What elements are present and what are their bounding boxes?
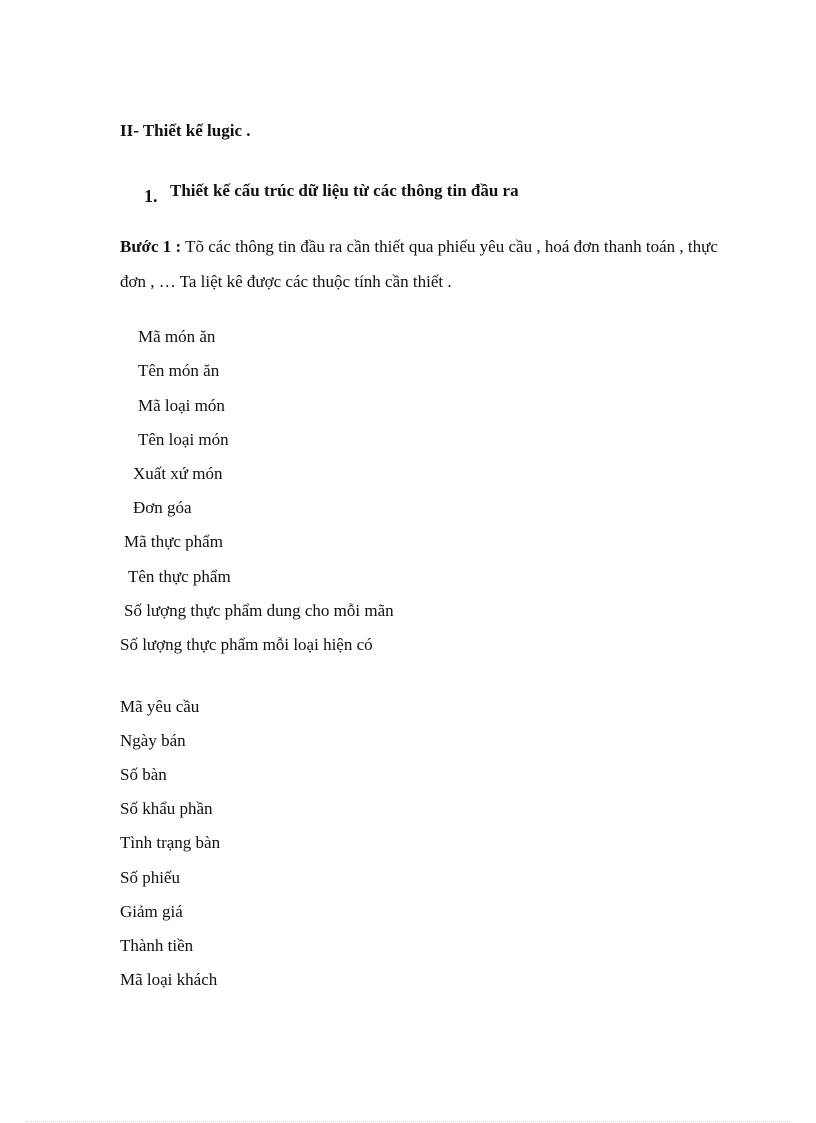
attribute-item: Mã thực phẩm — [124, 532, 223, 551]
attribute-item: Số khẩu phần — [120, 799, 213, 818]
attribute-item: Số lượng thực phẩm dung cho mỗi mãn — [124, 601, 394, 620]
attribute-item: Thành tiền — [120, 936, 194, 955]
section-heading: II- Thiết kế lugic . — [120, 121, 251, 140]
attribute-item: Xuất xứ món — [133, 464, 223, 483]
step-text: Tõ các thông tin đầu ra cần thiết qua phiếu yêu cầu , hoá đơn thanh toán , thực đơn , … Ta liệt kê được các thuộc tính cần thiết . — [120, 237, 718, 291]
attribute-item: Số bàn — [120, 765, 167, 784]
attribute-item: Số phiếu — [120, 868, 180, 887]
step-paragraph — [120, 229, 720, 299]
attribute-item: Tình trạng bàn — [120, 833, 221, 852]
attribute-item: Mã loại khách — [120, 970, 218, 989]
attribute-item: Mã yêu cầu — [120, 697, 200, 716]
subsection-heading: Thiết kế cấu trúc dữ liệu từ các thông tin đầu ra — [170, 181, 519, 200]
attribute-item: Ngày bán — [120, 731, 186, 750]
step-label: Bước 1 : — [120, 237, 182, 256]
attribute-item: Số lượng thực phẩm mỗi loại hiện có — [120, 635, 373, 654]
attribute-item: Đơn góa — [133, 498, 192, 517]
attribute-item: Mã loại món — [138, 396, 225, 415]
attribute-item: Giảm giá — [120, 902, 183, 921]
attribute-item: Tên loại món — [138, 430, 229, 449]
attribute-item: Tên thực phẩm — [128, 567, 231, 586]
page-bottom-divider — [26, 1121, 790, 1122]
attribute-item: Tên món ăn — [138, 361, 220, 380]
subsection-number: 1. — [144, 186, 158, 206]
attribute-item: Mã món ăn — [138, 327, 216, 346]
